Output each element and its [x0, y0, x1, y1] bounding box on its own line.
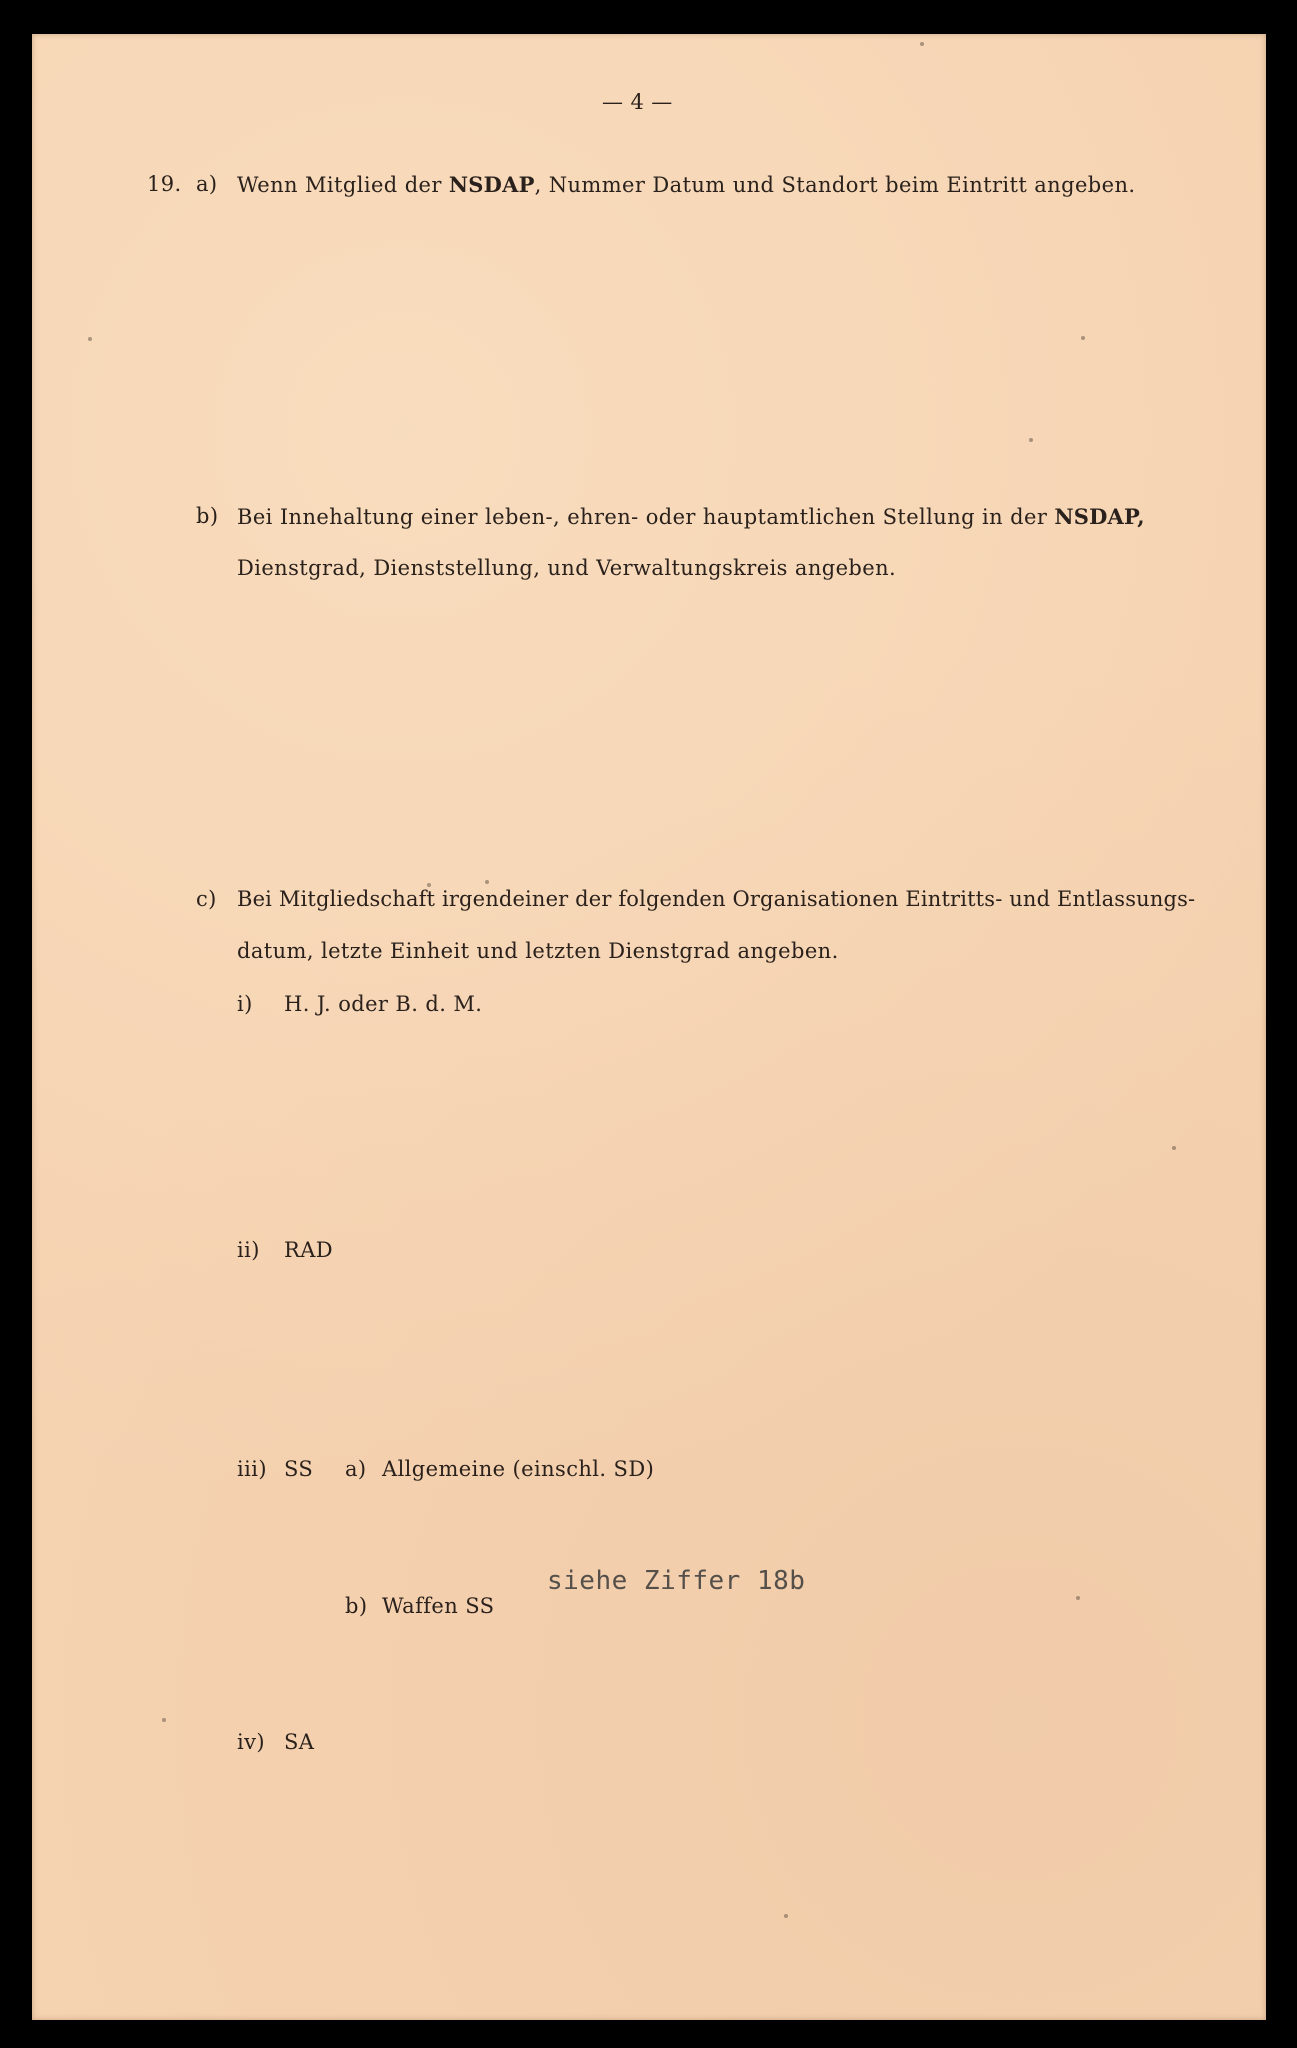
question-number: 19.: [147, 172, 182, 196]
paper-speck: [1172, 1146, 1176, 1150]
item-iii-b-label: Waffen SS: [382, 1594, 495, 1618]
item-i-label: H. J. oder B. d. M.: [284, 992, 483, 1016]
item-iii-marker: iii): [237, 1457, 267, 1481]
q19b-party: NSDAP,: [1054, 504, 1145, 529]
paper-speck: [427, 883, 431, 887]
page-number: — 4 —: [602, 90, 673, 114]
q19a-text: [237, 172, 1135, 197]
item-iii-label: SS: [284, 1457, 314, 1481]
typed-reference: siehe Ziffer 18b: [547, 1566, 806, 1596]
q19b-line1-text: Bei Innehaltung einer leben-, ehren- oder hauptamtlichen Stellung in der: [237, 505, 1048, 529]
q19a-text-part1: Wenn Mitglied der: [237, 173, 442, 197]
paper-speck: [1076, 1596, 1080, 1600]
paper-speck: [1029, 438, 1033, 442]
paper-speck: [784, 1914, 788, 1918]
q19b-marker: b): [196, 504, 219, 528]
q19b-line1: [237, 504, 1145, 529]
item-i-marker: i): [237, 992, 253, 1016]
paper-speck: [920, 42, 924, 46]
q19a-text-part2: , Nummer Datum und Standort beim Eintritt angeben.: [534, 173, 1136, 197]
item-iv-label: SA: [284, 1730, 315, 1754]
item-iii-b-marker: b): [345, 1594, 368, 1618]
paper-speck: [1081, 336, 1085, 340]
paper-speck: [88, 337, 92, 341]
q19a-marker: a): [196, 172, 218, 196]
q19b-line2: Dienstgrad, Dienststellung, und Verwaltungskreis angeben.: [237, 556, 897, 580]
paper-speck: [162, 1718, 166, 1722]
q19c-line2: datum, letzte Einheit und letzten Dienstgrad angeben.: [237, 939, 839, 963]
form-page: [32, 34, 1266, 2020]
item-iii-a-marker: a): [345, 1457, 367, 1481]
q19c-line1: Bei Mitgliedschaft irgendeiner der folgenden Organisationen Eintritts- und Entlassungs-: [237, 887, 1196, 911]
item-ii-label: RAD: [284, 1238, 334, 1262]
q19c-marker: c): [196, 887, 217, 911]
item-ii-marker: ii): [237, 1238, 260, 1262]
q19a-party: NSDAP: [448, 172, 535, 197]
paper-speck: [485, 880, 489, 884]
item-iii-a-label: Allgemeine (einschl. SD): [382, 1457, 655, 1481]
item-iv-marker: iv): [237, 1730, 265, 1754]
